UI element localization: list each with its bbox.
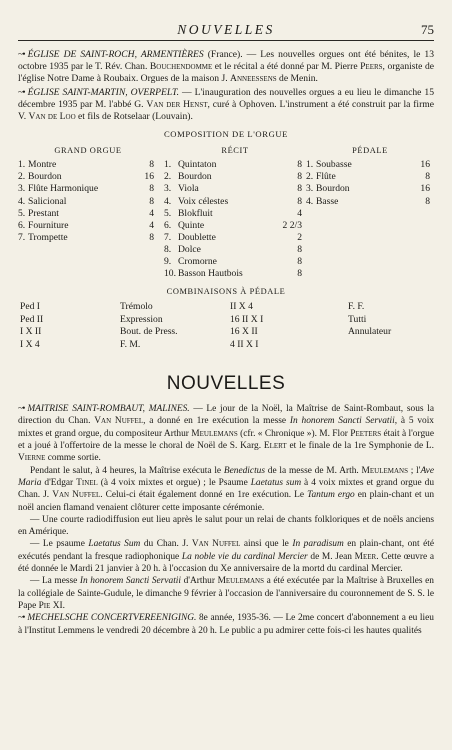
- stop-row: [18, 208, 158, 220]
- combination-entry: Bout. de Press.: [120, 326, 178, 338]
- stop-row: [306, 183, 434, 195]
- stop-footage: 4: [149, 219, 154, 231]
- stop-footage: 16: [420, 183, 430, 195]
- stop-footage: 16: [144, 171, 154, 183]
- stop-number: 9.: [164, 255, 172, 267]
- stop-number: 7.: [164, 231, 172, 243]
- stop-footage: 4: [297, 207, 302, 219]
- stop-row: [164, 244, 306, 256]
- stop-footage: 8: [149, 159, 154, 171]
- column-heading: PÉDALE: [352, 146, 388, 156]
- stop-footage: 8: [297, 268, 302, 280]
- running-title: NOUVELLES: [177, 22, 275, 37]
- stop-row: [164, 183, 306, 195]
- stop-number: 4.: [306, 195, 314, 207]
- combination-entry: II X 4: [230, 301, 253, 313]
- ornament-dash-icon: ~•: [18, 613, 25, 624]
- combination-entry: Tutti: [348, 313, 367, 325]
- stop-name: Voix célestes: [178, 195, 229, 207]
- stop-row: [164, 171, 306, 183]
- stop-name: Flûte Harmonique: [28, 183, 99, 195]
- stop-name: Bourdon: [316, 183, 350, 195]
- stop-number: 5.: [164, 207, 172, 219]
- stop-number: 4.: [18, 195, 26, 207]
- stop-row: [164, 256, 306, 268]
- combinations-heading: COMBINAISONS À PÉDALE: [166, 287, 286, 297]
- stop-footage: 4: [149, 207, 154, 219]
- stop-footage: 8: [425, 195, 430, 207]
- stop-footage: 8: [149, 231, 154, 243]
- stop-number: 6.: [164, 219, 172, 231]
- section-title: NOUVELLES: [166, 373, 286, 395]
- person-name: Van de Loo: [28, 111, 76, 123]
- stop-name: Dolce: [178, 243, 201, 255]
- stop-list: [306, 159, 434, 207]
- pedale-column: [306, 145, 434, 280]
- stop-number: 3.: [18, 183, 26, 195]
- stop-row: [164, 220, 306, 232]
- combination-entry: F. F.: [348, 301, 365, 313]
- stop-footage: 8: [149, 183, 154, 195]
- stop-row: [18, 220, 158, 232]
- stop-footage: 2: [297, 231, 302, 243]
- stop-footage: 16: [420, 159, 430, 171]
- stop-row: [18, 183, 158, 195]
- stop-name: Cromorne: [178, 255, 217, 267]
- person-name: Van der Henst: [146, 98, 208, 110]
- item-title: MECHELSCHE CONCERTVEREENIGING.: [27, 613, 197, 624]
- item-title: ÉGLISE DE SAINT-ROCH, ARMENTIÈRES: [27, 49, 204, 60]
- stop-row: [306, 196, 434, 208]
- stop-footage: 8: [297, 159, 302, 171]
- stop-number: 2.: [18, 171, 26, 183]
- composition-heading: COMPOSITION DE L'ORGUE: [163, 129, 289, 140]
- stop-number: 3.: [306, 183, 314, 195]
- stop-name: Quintaton: [178, 159, 217, 171]
- running-header: [18, 10, 434, 41]
- stop-footage: 8: [297, 171, 302, 183]
- combination-column: [230, 301, 263, 351]
- stop-row: [164, 159, 306, 171]
- combination-entry: Expression: [120, 313, 163, 325]
- stop-name: Basson Hautbois: [178, 268, 243, 280]
- stop-footage: 8: [297, 183, 302, 195]
- stop-row: [18, 171, 158, 183]
- stop-name: Basse: [316, 195, 339, 207]
- stop-footage: 8: [297, 255, 302, 267]
- column-heading: RÉCIT: [221, 146, 249, 156]
- combination-entry: F. M.: [120, 338, 141, 350]
- stop-footage: 8: [297, 243, 302, 255]
- stop-number: 2.: [306, 171, 314, 183]
- stop-number: 7.: [18, 231, 26, 243]
- stop-name: Salicional: [28, 195, 67, 207]
- combination-entry: 16 II X I: [230, 313, 264, 325]
- stop-number: 1.: [164, 159, 172, 171]
- stop-row: [164, 232, 306, 244]
- item-mechelsche-concertvereeniging: ~• MECHELSCHE CONCERTVEREENIGING. 8e année, 1935-36. — Le 2me concert d'abonnement a eu lieu à l'Institut Lemmens le vendredi 20 décembre à 20 h. Le public a pu admirer cette fois-ci les hautes qualités: [18, 613, 434, 636]
- stop-row: [18, 159, 158, 171]
- stop-name: Bourdon: [28, 171, 62, 183]
- stop-row: [306, 159, 434, 171]
- stop-name: Prestant: [28, 207, 59, 219]
- item-title: MAITRISE SAINT-ROMBAUT, MALINES.: [27, 404, 190, 415]
- stop-name: Bourdon: [178, 171, 212, 183]
- combination-column: [348, 301, 391, 339]
- stop-number: 6.: [18, 219, 26, 231]
- ornament-dash-icon: ~•: [18, 49, 25, 60]
- stop-footage: 2 2/3: [282, 219, 302, 231]
- stop-row: [164, 268, 306, 280]
- paragraph-messe-bruxelles: — La messe In honorem Sancti Servatii d'Arthur Meulemans a été exécutée par la Maîtrise à Bruxelles en la collégiale de Sainte-Gudule, le dimanche 9 février à l'occasion de l'anniversaire du couronnement de S. S. le Pape Pie XI.: [18, 576, 434, 611]
- stop-list: [18, 159, 158, 244]
- stop-footage: 8: [425, 171, 430, 183]
- column-heading: GRAND ORGUE: [54, 146, 122, 156]
- stop-name: Doublette: [178, 231, 216, 243]
- combinations-table: [18, 301, 434, 361]
- stop-list: [164, 159, 306, 280]
- stop-number: 4.: [164, 195, 172, 207]
- stop-name: Trompette: [28, 231, 68, 243]
- combination-entry: Ped II: [20, 313, 44, 325]
- stop-name: Blokfluit: [178, 207, 213, 219]
- stop-number: 10.: [164, 268, 176, 280]
- paragraph-salut: Pendant le salut, à 4 heures, la Maîtrise exécuta le Benedictus de la messe de M. Arth. Meulemans ; l'Ave Maria d'Edgar Tinel (à 4 voix mixtes et orgue) ; le Psaume Laetatus sum à 4 voix mixtes et grand orgue du Chan. J. Van Nuffel. Celui-ci était également donné en 1re exécution. Le Tantum ergo en plain-chant et un noël ancien flamand venaient clôturer cette imposante cérémonie.: [18, 465, 435, 513]
- stop-number: 2.: [164, 171, 172, 183]
- stop-name: Fourniture: [28, 219, 69, 231]
- item-maitrise-saint-rombaut: ~• MAITRISE SAINT-ROMBAUT, MALINES. — Le jour de la Noël, la Maîtrise de Saint-Rombaut, sous la direction du Chan. Van Nuffel, a donné en 1re exécution la messe In honorem Sancti Servatii, à 5 voix mixtes et grand orgue, du compositeur Arthur Meulemans (cfr. « Chronique »). M. Flor Peeters était à l'orgue et a joué à l'offertoire de la messe le choral de Noël de S. Karg. Elert et le finale de la 1re Symphonie de L. Vierne comme sortie.: [18, 404, 435, 464]
- person-name: Peers: [360, 61, 383, 73]
- person-name: Bouchendomme: [149, 61, 213, 73]
- stop-row: [306, 171, 434, 183]
- stop-number: 1.: [306, 159, 314, 171]
- stop-row: [18, 196, 158, 208]
- stop-number: 5.: [18, 207, 26, 219]
- stop-footage: 8: [297, 195, 302, 207]
- stop-name: Quinte: [178, 219, 205, 231]
- stop-name: Soubasse: [316, 159, 352, 171]
- stop-number: 3.: [164, 183, 172, 195]
- combination-entry: Trémolo: [120, 301, 153, 313]
- stop-name: Montre: [28, 159, 57, 171]
- combination-entry: Ped I: [20, 301, 40, 313]
- stop-number: 1.: [18, 159, 26, 171]
- ornament-dash-icon: ~•: [18, 404, 25, 415]
- stop-name: Flûte: [316, 171, 336, 183]
- stop-number: 8.: [164, 243, 172, 255]
- combination-column: [20, 301, 43, 351]
- item-saint-roch: ~• ÉGLISE DE SAINT-ROCH, ARMENTIÈRES (France). — Les nouvelles orgues ont été bénites, le 13 octobre 1935 par le T. Rév. Chan. Bouchendomme et le récital a été donné par M. Pierre Peers, organiste de l'église Notre Dame à Roubaix. Orgues de la maison J. Anneessens de Menin.: [18, 49, 435, 85]
- item-title: ÉGLISE SAINT-MARTIN, OVERPELT.: [27, 86, 180, 98]
- combination-entry: Annulateur: [348, 326, 392, 338]
- stop-name: Viola: [178, 183, 199, 195]
- grand-orgue-column: [18, 145, 158, 280]
- item-saint-martin: ~• ÉGLISE SAINT-MARTIN, OVERPELT. — L'inauguration des nouvelles orgues a eu lieu le dimanche 15 décembre 1935 par M. l'abbé G. Van der Henst, curé à Ophoven. L'instrument a été construit par la firme V. Van de Loo et fils de Rotselaar (Louvain).: [18, 86, 434, 123]
- combination-entry: I X II: [20, 326, 42, 338]
- combination-column: [120, 301, 178, 351]
- combination-entry: I X 4: [20, 338, 40, 350]
- stop-row: [18, 232, 158, 244]
- person-name: Anneessens: [230, 73, 277, 85]
- recit-column: [164, 145, 306, 280]
- combination-entry: 4 II X I: [230, 338, 259, 350]
- paragraph-laetatus-sum: — Le psaume Laetatus Sum du Chan. J. Van Nuffel ainsi que le In paradisum en plain-chant, ont été exécutés pendant la fresque radiophonique La noble vie du cardinal Mercier de M. Jean Meer. Cette œuvre a été donnée le Mardi 21 janvier à 20 h. à l'occasion du Xe anniversaire de la mortd du cardinal Mercier.: [18, 539, 435, 575]
- stop-row: [164, 208, 306, 220]
- stop-row: [164, 196, 306, 208]
- stop-footage: 8: [149, 195, 154, 207]
- ornament-dash-icon: ~•: [18, 86, 25, 98]
- organ-specification: [18, 145, 434, 280]
- page-number: 75: [421, 22, 434, 37]
- combination-entry: 16 X II: [230, 326, 258, 338]
- page: [18, 10, 434, 637]
- paragraph-radiodiffusion: — Une courte radiodiffusion eut lieu après le salut pour un relai de chants folkloriques et de noëls anciens en Amérique.: [18, 514, 434, 538]
